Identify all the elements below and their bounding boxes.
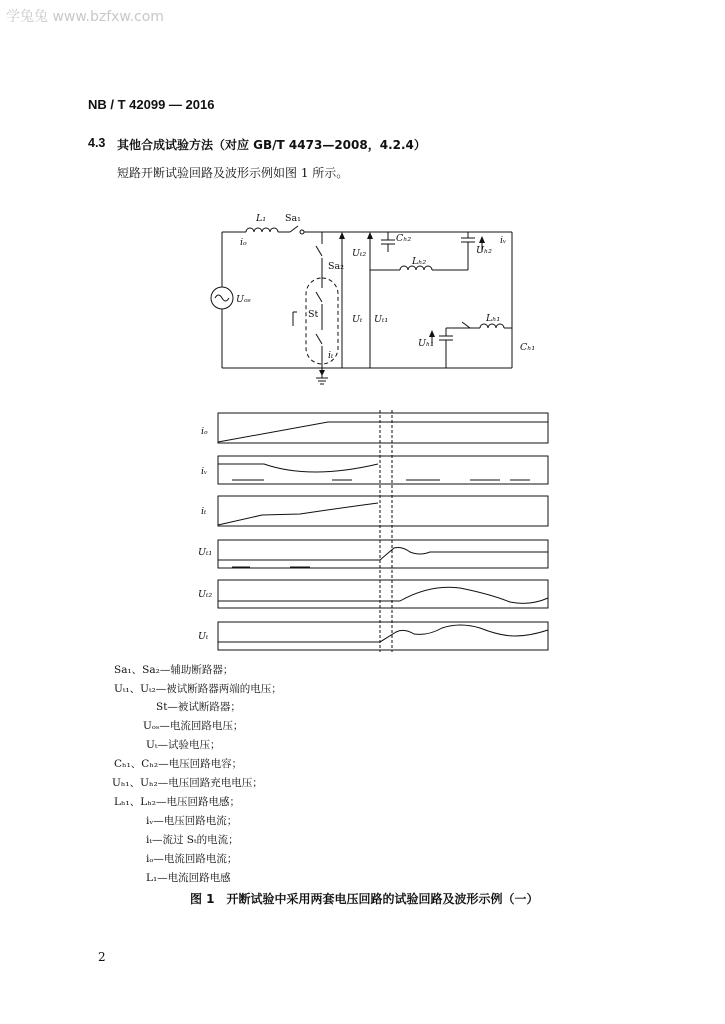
legend-item: Uₒₛ—电流回路电压；: [143, 720, 244, 732]
waveform-ut-frame: [218, 622, 548, 650]
section-number: 4.3: [88, 136, 106, 150]
standard-number: NB / T 42099 — 2016: [88, 97, 215, 112]
label-sa2: Sa₂: [328, 261, 344, 272]
circuit-diagram: [0, 0, 725, 400]
label-it: iₜ: [328, 350, 334, 361]
waveform-label-ut: Uₜ: [198, 631, 209, 642]
waveform-label-ut2: Uₜ₂: [198, 589, 213, 600]
legend-item: L₁—电流回路电感: [146, 872, 231, 884]
waveform-label-ic: iₒ: [201, 426, 208, 437]
legend-item: Lₕ₁、Lₕ₂—电压回路电感；: [114, 796, 240, 808]
legend-item: Uₜ₁、Uₜ₂—被试断路器两端的电压；: [114, 683, 282, 695]
label-ch1: Cₕ₁: [520, 342, 536, 353]
label-uh2: Uₕ₂: [476, 245, 492, 256]
legend-item: iₒ—电流回路电流；: [146, 853, 238, 865]
label-ut: Uₜ: [352, 314, 363, 325]
label-st: St: [308, 309, 319, 320]
inductor-l1-symbol: [246, 228, 278, 232]
waveform-ut1-frame: [218, 540, 548, 568]
section-paragraph: 短路开断试验回路及波形示例如图 1 所示。: [117, 166, 349, 180]
waveform-label-it: iₜ: [201, 506, 207, 517]
label-sa1: Sa₁: [285, 213, 301, 224]
figure-caption: 图 1 开断试验中采用两套电压回路的试验回路及波形示例（一）: [190, 892, 539, 906]
legend-item: Cₕ₁、Cₕ₂—电压回路电容；: [114, 758, 243, 770]
label-ch2: Cₕ₂: [396, 233, 412, 244]
page-number: 2: [98, 950, 106, 964]
label-uh1: Uₕ₁: [418, 338, 434, 349]
waveform-panel: [0, 400, 725, 660]
label-iv: iᵥ: [500, 235, 507, 246]
waveform-label-ut1: Uₜ₁: [198, 547, 213, 558]
waveform-ut2-frame: [218, 580, 548, 608]
waveform-label-iv: iᵥ: [201, 466, 208, 477]
section-title: 其他合成试验方法（对应 GB/T 4473—2008，4.2.4）: [117, 138, 426, 152]
legend-item: iᵥ—电压回路电流；: [146, 815, 238, 827]
legend-item: St—被试断路器；: [156, 701, 241, 713]
waveform-it-frame: [218, 496, 548, 526]
label-lh2: Lₕ₂: [412, 256, 427, 267]
watermark: 学兔兔 www.bzfxw.com: [6, 9, 164, 25]
label-ut2: Uₜ₂: [352, 248, 367, 259]
label-ucs: Uₒₛ: [236, 294, 251, 305]
legend-item: Uₜ—试验电压；: [146, 739, 221, 751]
label-ic: iₒ: [240, 237, 247, 248]
label-l1: L₁: [256, 213, 267, 224]
waveform-ic-frame: [218, 413, 548, 443]
label-ut1: Uₜ₁: [374, 314, 389, 325]
legend-item: Uₕ₁、Uₕ₂—电压回路充电电压；: [112, 777, 263, 789]
legend-item: Sa₁、Sa₂—辅助断路器；: [114, 664, 234, 676]
inductor-lh1-symbol: [480, 324, 504, 328]
legend-item: iₜ—流过 Sₜ的电流；: [146, 834, 239, 846]
label-lh1: Lₕ₁: [486, 313, 501, 324]
